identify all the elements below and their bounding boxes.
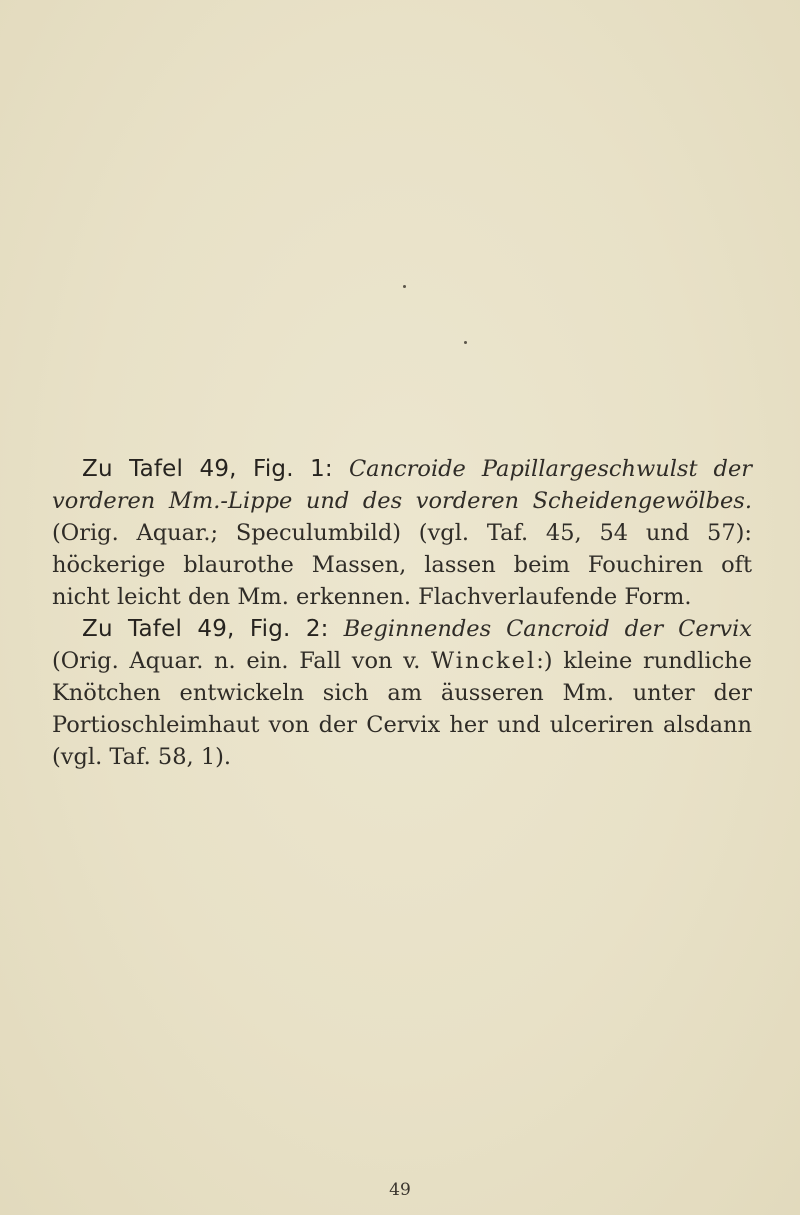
plate-heading: Zu Tafel 49, Fig. 2: bbox=[82, 616, 329, 642]
figure-description-cont: :) kleine rundliche Knötchen entwickeln sich am äusseren Mm. unter der Portioschleimhaut von der Cervix her und ulceriren alsdann (vgl. Taf. 58, 1). bbox=[52, 648, 752, 770]
figure-description: (Orig. Aquar.; Speculumbild) (vgl. Taf. 45, 54 und 57): höckerige blaurothe Massen, lassen beim Fouchiren oft nicht leicht den Mm. erkennen. Flachverlaufende Form. bbox=[52, 520, 752, 610]
figure-title: Cancroide Papillargeschwulst der vorderen Mm.-Lippe und des vorderen Scheidengewölbes. bbox=[52, 456, 753, 514]
plate-49-fig-2-paragraph bbox=[52, 613, 752, 773]
page-number: 49 bbox=[389, 1180, 411, 1200]
figure-description: (Orig. Aquar. n. ein. Fall von v. bbox=[52, 648, 432, 674]
speck-mark bbox=[464, 341, 467, 344]
plate-49-fig-1-paragraph bbox=[52, 453, 752, 613]
text-block bbox=[52, 453, 752, 773]
author-name: Winckel bbox=[431, 648, 537, 674]
figure-title: Beginnendes Cancroid der Cervix bbox=[343, 616, 752, 642]
plate-heading: Zu Tafel 49, Fig. 1: bbox=[82, 456, 333, 482]
speck-mark bbox=[403, 285, 406, 288]
